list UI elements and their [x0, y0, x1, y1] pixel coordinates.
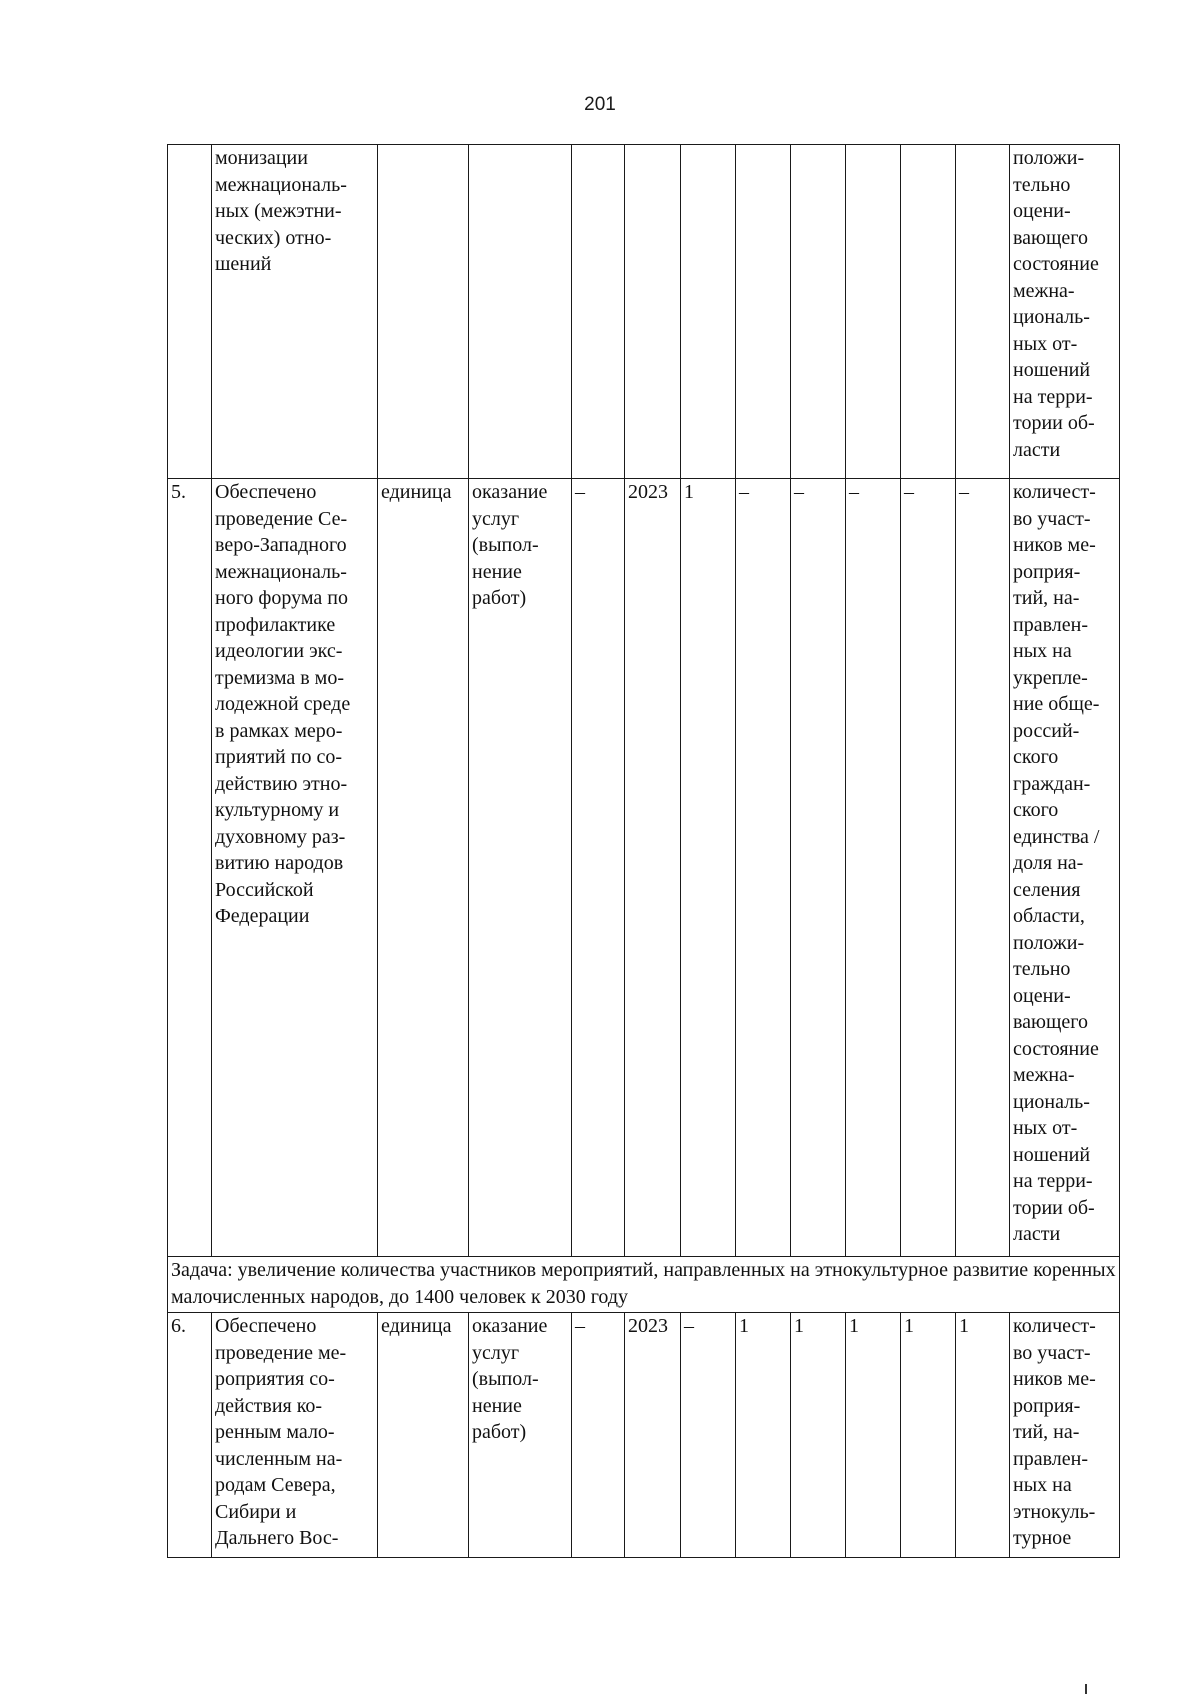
cell-measure-name: монизации межнациональ- ных (межэтни- ческих) отно- шений [212, 145, 378, 479]
cell-value: 1 [736, 1313, 791, 1558]
cell-value [956, 145, 1010, 479]
cell-number: 5. [168, 479, 212, 1257]
cell-value: – [901, 479, 956, 1257]
cell-value: – [681, 1313, 736, 1558]
cell-value: – [846, 479, 901, 1257]
cell-base-value [572, 145, 625, 479]
cell-value: 1 [901, 1313, 956, 1558]
cell-value: – [791, 479, 846, 1257]
table-row [168, 145, 1120, 479]
cell-value: 1 [681, 479, 736, 1257]
cell-number [168, 145, 212, 479]
cell-year: 2023 [625, 1313, 681, 1558]
cell-value [901, 145, 956, 479]
cell-value [681, 145, 736, 479]
cell-value [846, 145, 901, 479]
cell-unit: единица [378, 479, 469, 1257]
table-row [168, 1313, 1120, 1558]
scan-mark [1085, 1684, 1087, 1694]
cell-value: 1 [956, 1313, 1010, 1558]
cell-value [736, 145, 791, 479]
cell-unit [378, 145, 469, 479]
task-text: Задача: увеличение количества участников мероприятий, направленных на этнокультурное развитие коренных малочисленных народов, до 1400 человек к 2030 году [168, 1257, 1120, 1313]
cell-value [791, 145, 846, 479]
cell-value: – [956, 479, 1010, 1257]
cell-type: оказание услуг (выпол- нение работ) [469, 479, 572, 1257]
cell-year [625, 145, 681, 479]
cell-indicator: положи- тельно оцени- вающего состояние межна- циональ- ных от- ношений на терри- тории об- ласти [1010, 145, 1120, 479]
cell-type: оказание услуг (выпол- нение работ) [469, 1313, 572, 1558]
cell-base-value: – [572, 479, 625, 1257]
task-row [168, 1257, 1120, 1313]
cell-base-value: – [572, 1313, 625, 1558]
cell-measure-name: Обеспечено проведение Се- веро-Западного межнациональ- ного форума по профилактике идеологии экс- тремизма в мо- лодежной среде в рамках меро- приятий по со- действию этно- культурному и духовному раз- витию народов Российской Федерации [212, 479, 378, 1257]
table-row [168, 479, 1120, 1257]
cell-measure-name: Обеспечено проведение ме- роприятия со- действия ко- ренным мало- численным на- родам Севера, Сибири и Дальнего Вос- [212, 1313, 378, 1558]
cell-indicator: количест- во участ- ников ме- роприя- тий, на- правлен- ных на этнокуль- турное [1010, 1313, 1120, 1558]
cell-value: – [736, 479, 791, 1257]
cell-number: 6. [168, 1313, 212, 1558]
page-number: 201 [584, 94, 616, 115]
cell-type [469, 145, 572, 479]
cell-value: 1 [846, 1313, 901, 1558]
cell-indicator: количест- во участ- ников ме- роприя- тий, на- правлен- ных на укрепле- ние обще- россий- ского граждан- ского единства / доля на- селения области, положи- тельно оцени- вающего состояние межна- циональ- ных от- ношений на терри- тории об- ласти [1010, 479, 1120, 1257]
cell-year: 2023 [625, 479, 681, 1257]
cell-unit: единица [378, 1313, 469, 1558]
cell-value: 1 [791, 1313, 846, 1558]
measures-table [167, 144, 1120, 1558]
